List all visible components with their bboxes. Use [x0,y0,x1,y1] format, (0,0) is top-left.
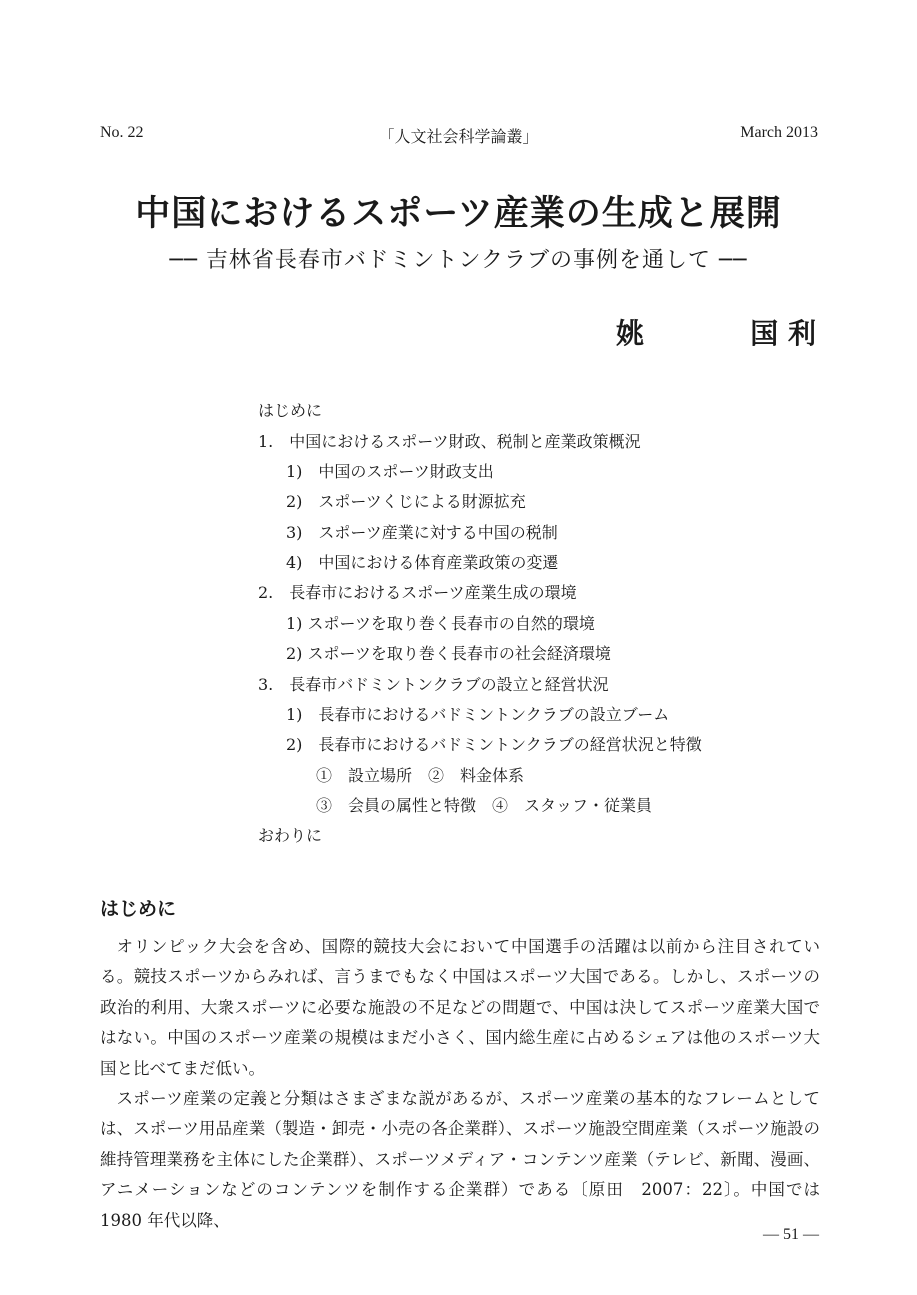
toc-item: 2) 長春市におけるバドミントンクラブの経営状況と特徴 [286,735,702,754]
toc-item: ③ 会員の属性と特徴 ④ スタッフ・従業員 [316,796,653,815]
paper-subtitle: ── 吉林省長春市バドミントンクラブの事例を通して ── [169,248,748,273]
toc-item: はじめに [258,401,323,420]
toc-item: 1) スポーツを取り巻く長春市の自然的環境 [286,614,595,633]
toc-item: 2) スポーツくじによる財源拡充 [286,492,526,511]
toc-item: ① 設立場所 ② 料金体系 [316,766,525,785]
toc-item: 4) 中国における体育産業政策の変遷 [286,553,559,572]
toc-item: おわりに [258,826,323,845]
toc-item: 1. 中国におけるスポーツ財政、税制と産業政策概況 [258,432,641,451]
toc-item: 2) スポーツを取り巻く長春市の社会経済環境 [286,644,611,663]
body-text [100,932,820,1236]
author-surname: 姚 [616,317,645,350]
paper-title: 中国におけるスポーツ産業の生成と展開 [135,193,782,234]
issue-date: March 2013 [740,124,818,141]
toc-item: 2. 長春市におけるスポーツ産業生成の環境 [258,583,577,602]
issue-number: No. 22 [100,124,144,141]
journal-name: 「人文社会科学論叢」 [378,129,539,146]
author-given-name: 国 利 [750,317,816,350]
paragraph: スポーツ産業の定義と分類はさまざまな説があるが、スポーツ産業の基本的なフレームとしては、スポーツ用品産業（製造・卸売・小売の各企業群）、スポーツ施設空間産業（スポーツ施設の維持管理業務を主体にした企業群）、スポーツメディア・コンテンツ産業（テレビ、新聞、漫画、アニメーションなどのコンテンツを制作する企業群）である〔原田 2007：22〕。中国では 1980 年代以降、 [100,1089,820,1230]
author-name [616,312,816,352]
toc-item: 1) 中国のスポーツ財政支出 [286,462,494,481]
toc-item: 3. 長春市バドミントンクラブの設立と経営状況 [258,675,609,694]
page-number: — 51 — [763,1226,819,1243]
toc-item: 3) スポーツ産業に対する中国の税制 [286,523,558,542]
toc-item: 1) 長春市におけるバドミントンクラブの設立ブーム [286,705,670,724]
section-heading: はじめに [100,898,177,920]
paragraph: オリンピック大会を含め、国際的競技大会において中国選手の活躍は以前から注目されている。競技スポーツからみれば、言うまでもなく中国はスポーツ大国である。しかし、スポーツの政治的利用、大衆スポーツに必要な施設の不足などの問題で、中国は決してスポーツ産業大国ではない。中国のスポーツ産業の規模はまだ小さく、国内総生産に占めるシェアは他のスポーツ大国と比べてまだ低い。 [100,937,820,1078]
